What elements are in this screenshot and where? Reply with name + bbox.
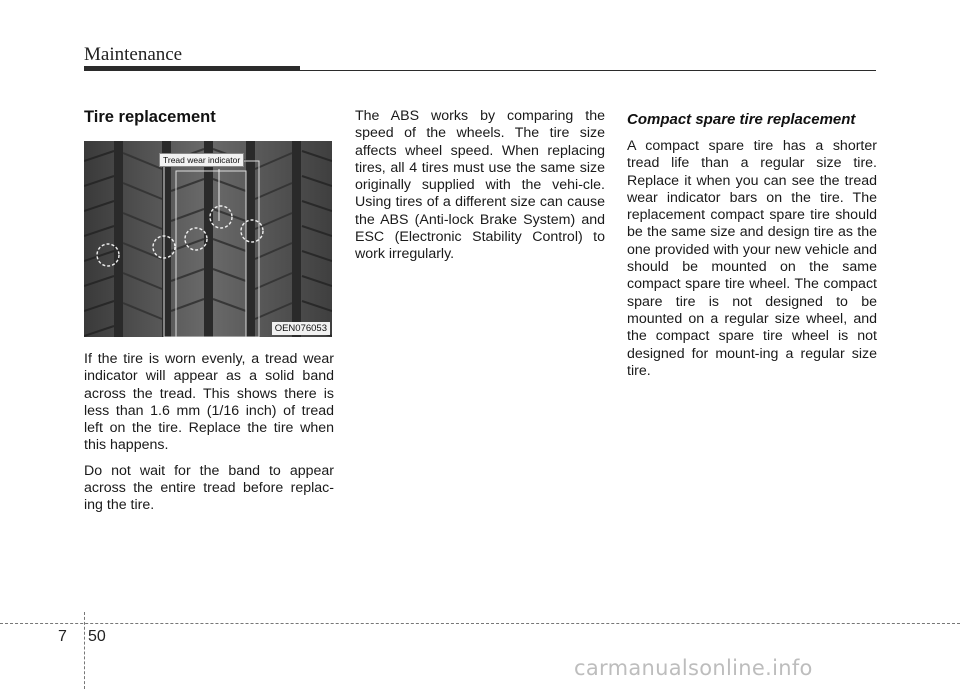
footer-divider [84, 612, 85, 689]
paragraph: A compact spare tire has a shorter tread life than a regular size tire. Replace it when you can see the tread wear indicator bars on the tire. The replacement compact spare tire should be the same size and design tire as the one provided with your new vehicle and should be mounted on the same compact spare tire wheel. The compact spare tire is not designed to be mounted on a regular size wheel, and the compact spare tire wheel is not designed for mount-ing a regular size tire. [627, 138, 877, 379]
tire-tread-illustration [84, 141, 332, 337]
chapter-number: 7 [58, 628, 67, 645]
page-number: 50 [88, 628, 106, 645]
column-1 [84, 108, 334, 523]
watermark: carmanualsonline.info [574, 656, 813, 680]
paragraph: The ABS works by comparing the speed of the wheels. The tire size affects wheel speed. When replacing tires, all 4 tires must use the same size originally supplied with the vehi-cle. Using tires of a different size can cause the ABS (Anti-lock Brake System) and ESC (Electronic Stability Control) to work irregularly. [355, 108, 605, 263]
figure-code: OEN076053 [272, 322, 330, 335]
compact-spare-heading: Compact spare tire replacement [627, 111, 856, 128]
section-title: Maintenance [84, 44, 183, 65]
paragraph: Do not wait for the band to appear across the entire tread before replac-ing the tire. [84, 462, 334, 514]
paragraph: If the tire is worn evenly, a tread wear indicator will appear as a solid band across the tread. This shows there is less than 1.6 mm (1/16 inch) of tread left on the tire. Replace the tire when this happens. [84, 351, 334, 454]
footer-rule [0, 623, 960, 624]
column-2 [355, 108, 605, 272]
tire-replacement-heading: Tire replacement [84, 108, 216, 126]
header-rule-thin [300, 70, 876, 71]
tire-tread-photo [84, 141, 332, 337]
tread-wear-indicator-callout: Tread wear indicator [159, 153, 244, 167]
header-rule-thick [84, 66, 300, 71]
column-3 [627, 108, 877, 388]
